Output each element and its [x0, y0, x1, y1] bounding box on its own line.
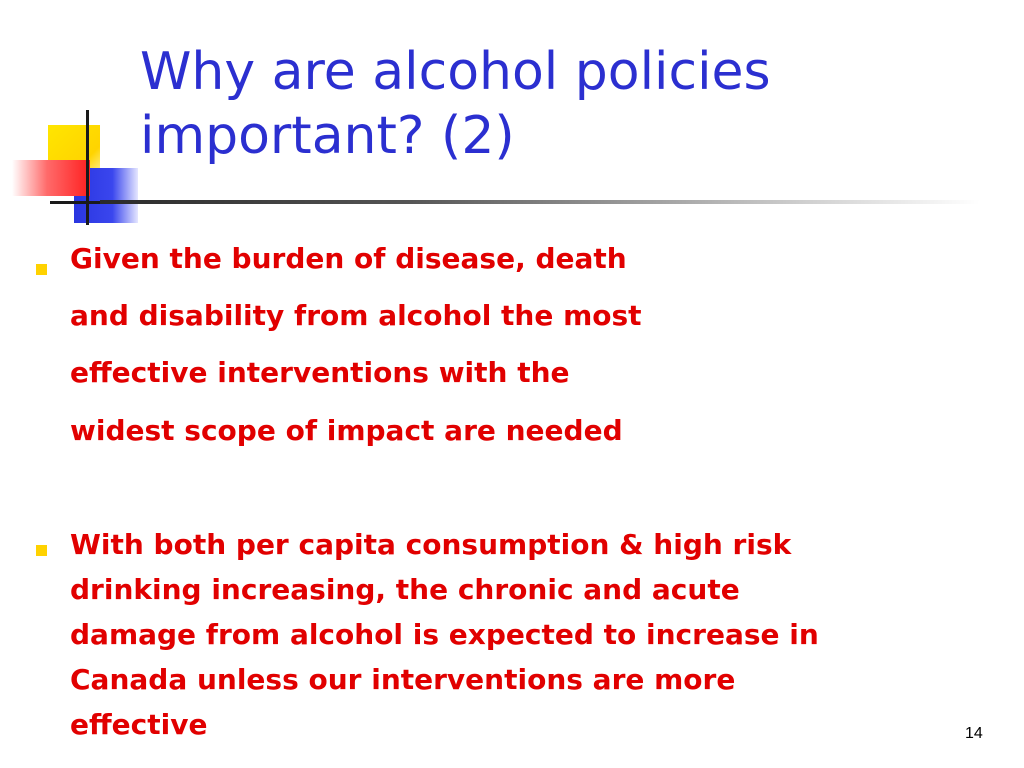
page-number: 14: [965, 725, 983, 742]
bullet-line: widest scope of impact are needed: [70, 414, 623, 447]
vertical-line-decoration: [86, 110, 89, 225]
bullet-line: effective interventions with the: [70, 356, 570, 389]
title-underline: [100, 200, 980, 204]
title-line: Why are alcohol policies: [140, 42, 771, 102]
bullet-square-icon: [36, 264, 47, 275]
title-line: important? (2): [140, 106, 515, 166]
bullet-line: Canada unless our interventions are more: [70, 663, 736, 696]
bullet-line: drinking increasing, the chronic and acute: [70, 573, 740, 606]
slide-title: [140, 40, 1000, 168]
red-square-decoration: [12, 160, 90, 196]
bullet-line: effective: [70, 708, 208, 741]
bullet-square-icon: [36, 545, 47, 556]
bullet-line: and disability from alcohol the most: [70, 299, 642, 332]
bullet-line: With both per capita consumption & high risk: [70, 528, 792, 561]
bullet-line: Given the burden of disease, death: [70, 242, 627, 275]
bullet-line: damage from alcohol is expected to increase in: [70, 618, 819, 651]
corner-emblem: [0, 0, 150, 230]
